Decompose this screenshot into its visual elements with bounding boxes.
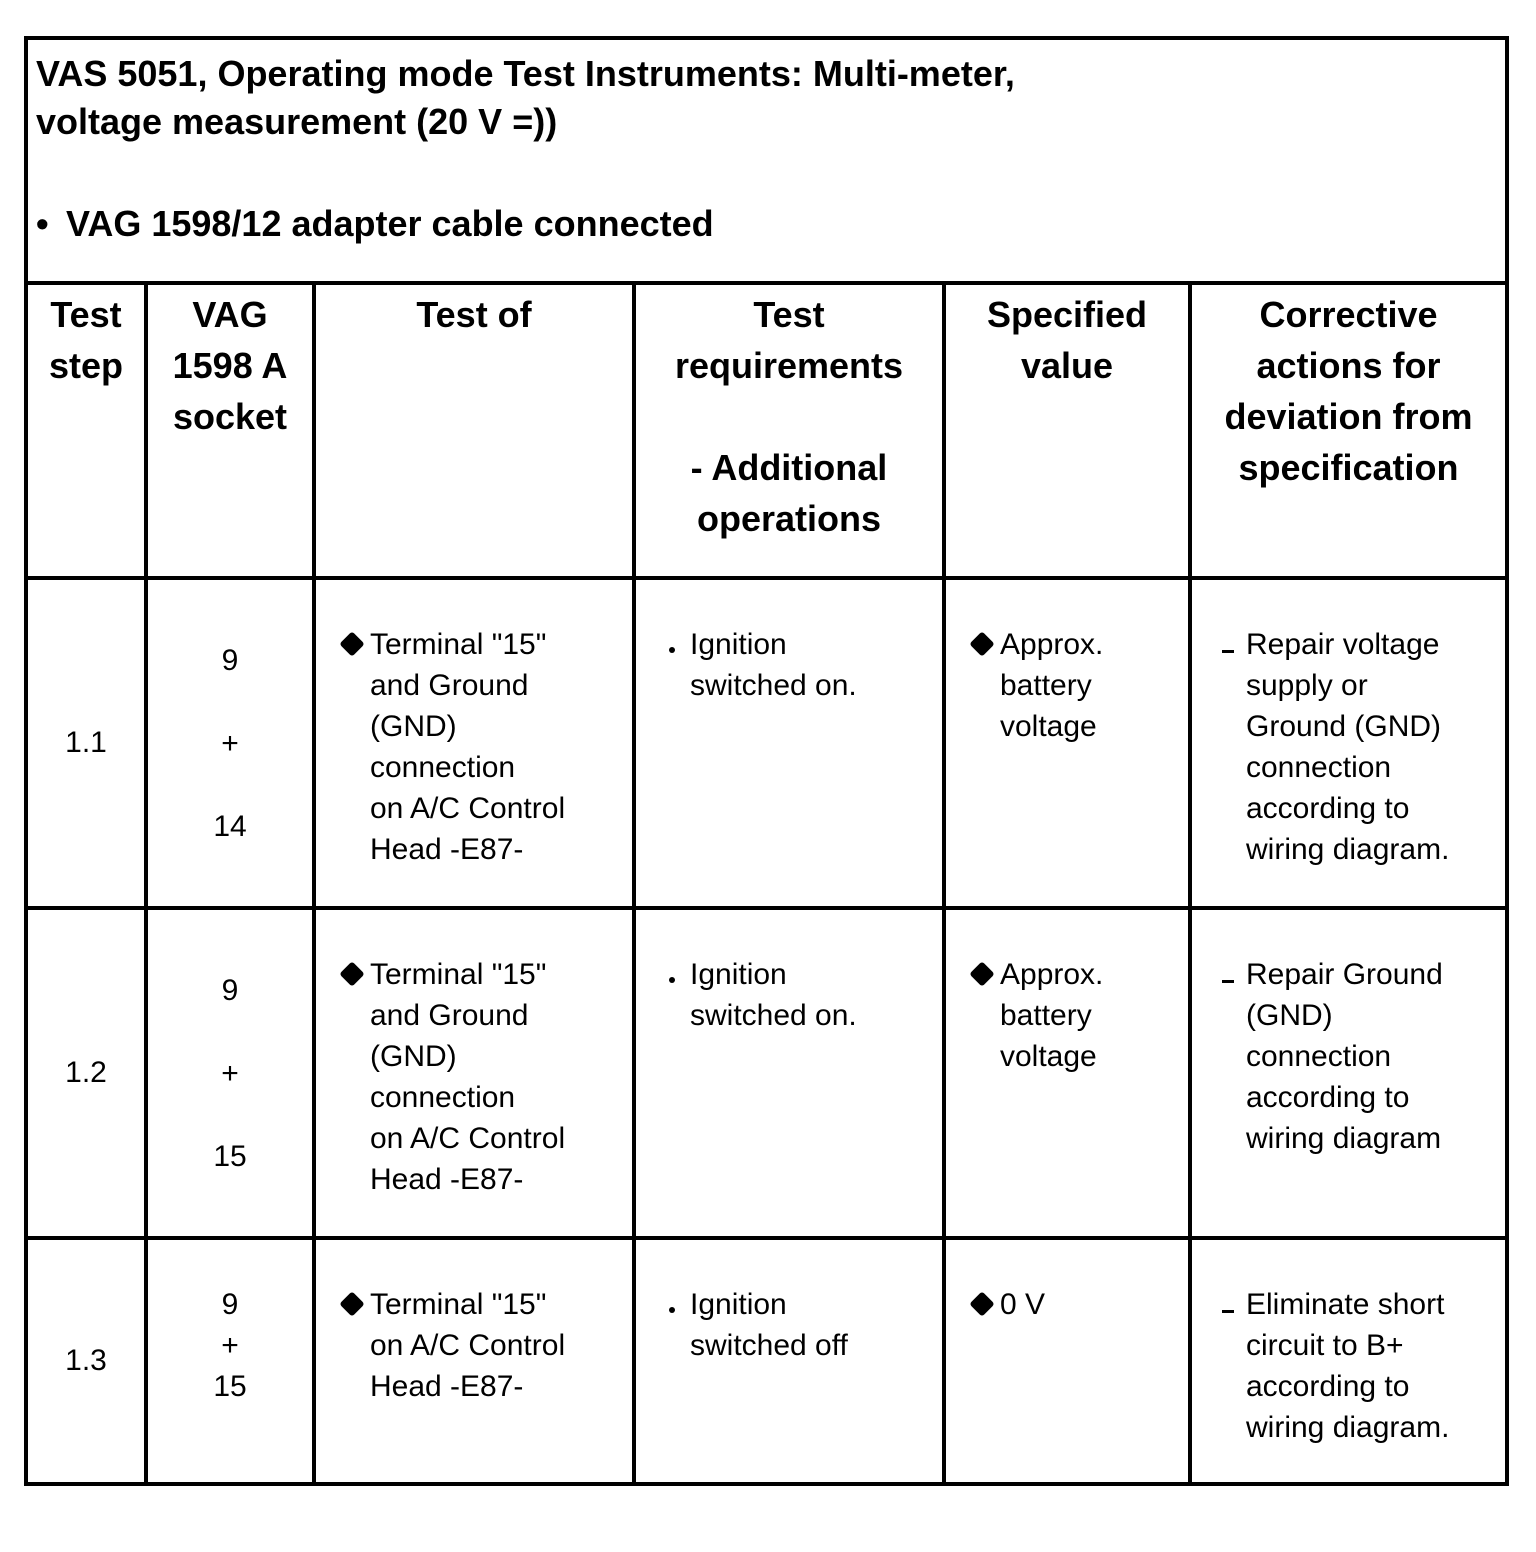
cell-specified: Approx. battery voltage bbox=[944, 578, 1190, 908]
cell-socket bbox=[146, 1238, 314, 1482]
test-steps-table bbox=[28, 285, 1505, 1482]
cell-requirements: Ignition switched on. bbox=[634, 578, 944, 908]
socket-pin-a: 9 bbox=[221, 643, 239, 677]
cell-step: 1.2 bbox=[28, 908, 146, 1238]
dash-bullet-icon bbox=[1222, 650, 1234, 653]
cell-requirements: Ignition switched on. bbox=[634, 908, 944, 1238]
cell-test-of: Terminal "15" and Ground (GND) connection on A/C Control Head -E87- bbox=[314, 908, 634, 1238]
socket-pin-b: 15 bbox=[213, 1139, 247, 1173]
table-row bbox=[28, 908, 1505, 1238]
dash-bullet-icon bbox=[1222, 980, 1234, 983]
cell-corrective: Eliminate short circuit to B+ according to wiring diagram. bbox=[1190, 1238, 1505, 1482]
intro-bullet-text: VAG 1598/12 adapter cable connected bbox=[66, 203, 714, 244]
diamond-bullet-icon bbox=[969, 1291, 994, 1316]
cell-corrective: Repair voltage supply or Ground (GND) connection according to wiring diagram. bbox=[1190, 578, 1505, 908]
cell-specified: Approx. battery voltage bbox=[944, 908, 1190, 1238]
cell-step: 1.1 bbox=[28, 578, 146, 908]
intro-title-line-1: VAS 5051, Operating mode Test Instruments: Multi-meter, bbox=[36, 53, 1015, 94]
cell-corrective: Repair Ground (GND) connection according to wiring diagram bbox=[1190, 908, 1505, 1238]
test-table-document bbox=[24, 36, 1509, 1486]
socket-pin-b: 15 bbox=[213, 1370, 247, 1403]
header-test-of: Test of bbox=[314, 285, 634, 578]
socket-pin-a: 9 bbox=[221, 1288, 239, 1321]
diamond-bullet-icon bbox=[339, 961, 364, 986]
intro-box bbox=[28, 40, 1505, 285]
header-socket: VAG 1598 A socket bbox=[146, 285, 314, 578]
socket-pin-a: 9 bbox=[221, 973, 239, 1007]
socket-plus: + bbox=[221, 1329, 239, 1362]
socket-pin-b: 14 bbox=[213, 809, 247, 843]
diamond-bullet-icon bbox=[969, 631, 994, 656]
diamond-bullet-icon bbox=[339, 631, 364, 656]
cell-step: 1.3 bbox=[28, 1238, 146, 1482]
socket-plus: + bbox=[221, 1056, 239, 1090]
cell-test-of: Terminal "15" on A/C Control Head -E87- bbox=[314, 1238, 634, 1482]
header-test-step: Test step bbox=[28, 285, 146, 578]
header-test-requirements: Test requirements - Additional operations bbox=[634, 285, 944, 578]
table-header-row bbox=[28, 285, 1505, 578]
header-specified-value: Specified value bbox=[944, 285, 1190, 578]
intro-title-line-2: voltage measurement (20 V =)) bbox=[36, 101, 558, 142]
cell-socket bbox=[146, 908, 314, 1238]
dot-bullet-icon bbox=[669, 977, 675, 983]
dot-bullet-icon bbox=[669, 647, 675, 653]
header-corrective-actions: Corrective actions for deviation from specification bbox=[1190, 285, 1505, 578]
diamond-bullet-icon bbox=[969, 961, 994, 986]
table-row bbox=[28, 578, 1505, 908]
intro-bullet bbox=[36, 200, 1497, 248]
cell-socket bbox=[146, 578, 314, 908]
dot-bullet-icon bbox=[669, 1307, 675, 1313]
cell-specified: 0 V bbox=[944, 1238, 1190, 1482]
dash-bullet-icon bbox=[1222, 1310, 1234, 1313]
table-row bbox=[28, 1238, 1505, 1482]
cell-test-of: Terminal "15" and Ground (GND) connection on A/C Control Head -E87- bbox=[314, 578, 634, 908]
socket-plus: + bbox=[221, 726, 239, 760]
cell-requirements: Ignition switched off bbox=[634, 1238, 944, 1482]
bullet-icon: • bbox=[36, 203, 49, 244]
diamond-bullet-icon bbox=[339, 1291, 364, 1316]
